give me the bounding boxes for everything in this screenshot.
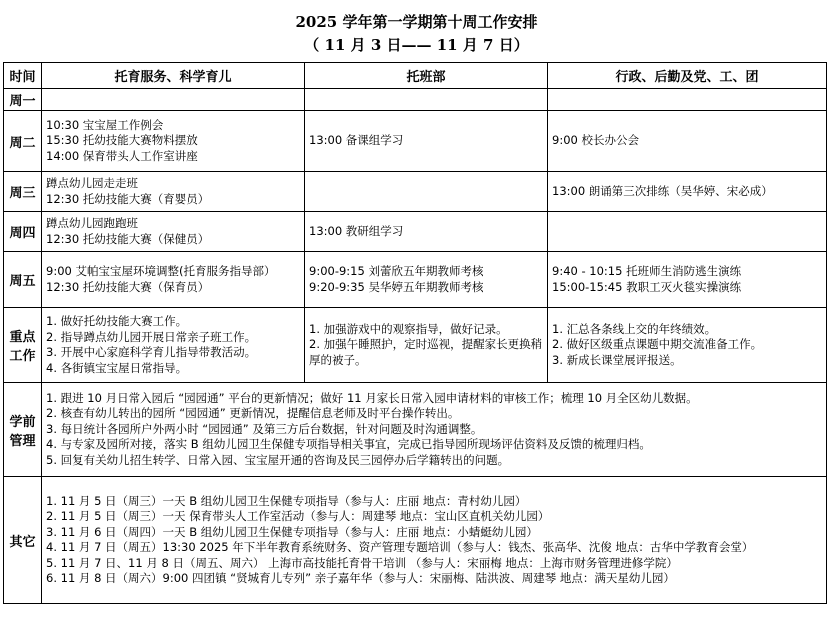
day-label-preschool: 学前管理 — [4, 383, 42, 477]
schedule-table — [3, 62, 827, 604]
schedule-entry: 9:00 校长办公会 — [552, 133, 639, 148]
tuesday-admin-cell — [548, 111, 827, 172]
schedule-entry: 15:00-15:45 教职工灭火毯实操演练 — [552, 279, 742, 294]
schedule-entry: 蹲点幼儿园跑跑班 — [46, 216, 138, 230]
date-range-subtitle: （ 11 月 3 日—— 11 月 7 日） — [304, 36, 529, 54]
thursday-nursery-cell — [305, 212, 548, 252]
schedule-entry: 12:30 托幼技能大赛（保健员） — [46, 231, 210, 246]
header-nursery: 托班部 — [305, 63, 548, 89]
key-work-admin-cell — [548, 308, 827, 383]
list-item: 6. 11 月 8 日（周六）9:00 四团镇 “贤城育儿专列” 亲子嘉年华（参与人：宋丽梅、陆洪波、周建琴 地点：满天星幼儿园） — [46, 571, 675, 585]
other-items-cell — [42, 477, 827, 604]
page-title: 2025 学年第一学期第十周工作安排 — [295, 13, 538, 31]
thursday-childcare-cell — [42, 212, 305, 252]
row-preschool-management — [4, 383, 827, 477]
schedule-entry: 15:30 托幼技能大赛物料摆放 — [46, 133, 198, 148]
schedule-entry: 9:20-9:35 吴华婷五年期教师考核 — [309, 279, 484, 294]
list-item: 1. 跟进 10 月日常入园后 “园园通” 平台的更新情况；做好 11 月家长日常入园申请材料的审核工作；梳理 10 月全区幼儿数据。 — [46, 390, 698, 405]
day-label-wednesday: 周三 — [4, 172, 42, 212]
list-item: 2. 核查有幼儿转出的园所 “园园通” 更新情况，提醒信息老师及时平台操作转出。 — [46, 406, 460, 421]
tuesday-nursery-cell — [305, 111, 548, 172]
day-label-friday: 周五 — [4, 252, 42, 308]
day-label-other: 其它 — [4, 477, 42, 604]
key-work-nursery-cell — [305, 308, 548, 383]
list-item: 3. 11 月 6 日（周四）一天 B 组幼儿园卫生保健专项指导（参与人：庄丽 地点：小蜻蜓幼儿园） — [46, 524, 538, 539]
schedule-entry: 12:30 托幼技能大赛（保育员） — [46, 279, 210, 294]
friday-nursery-cell — [305, 252, 548, 308]
monday-childcare-cell — [42, 89, 305, 111]
row-key-work — [4, 308, 827, 383]
schedule-entry: 14:00 保育带头人工作室讲座 — [46, 148, 198, 163]
header-childcare: 托育服务、科学育儿 — [42, 63, 305, 89]
wednesday-childcare-cell — [42, 172, 305, 212]
row-friday — [4, 252, 827, 308]
preschool-management-cell — [42, 383, 827, 477]
list-item: 1. 11 月 5 日（周三）一天 B 组幼儿园卫生保健专项指导（参与人：庄丽 地点：青村幼儿园） — [46, 493, 527, 508]
list-item: 2. 指导蹲点幼儿园开展日常亲子班工作。 — [46, 329, 257, 344]
list-item: 3. 新成长课堂展评报送。 — [552, 352, 682, 367]
key-work-childcare-cell — [42, 308, 305, 383]
row-tuesday — [4, 111, 827, 172]
list-item: 1. 汇总各条线上交的年终绩效。 — [552, 321, 717, 336]
schedule-entry: 13:00 备课组学习 — [309, 133, 404, 148]
monday-nursery-cell — [305, 89, 548, 111]
schedule-entry: 13:00 朗诵第三次排练（吴华婷、宋必成） — [552, 183, 773, 198]
header-time: 时间 — [4, 63, 42, 89]
row-wednesday — [4, 172, 827, 212]
header-admin: 行政、后勤及党、工、团 — [548, 63, 827, 89]
list-item: 4. 与专家及园所对接，落实 B 组幼儿园卫生保健专项指导相关事宜，完成已指导园所现场评估资料及反馈的梳理归档。 — [46, 437, 651, 452]
day-label-monday: 周一 — [4, 89, 42, 111]
wednesday-nursery-cell — [305, 172, 548, 212]
schedule-entry: 蹲点幼儿园走走班 — [46, 176, 138, 190]
schedule-entry: 12:30 托幼技能大赛（育婴员） — [46, 191, 210, 206]
row-monday — [4, 89, 827, 111]
list-item: 5. 11 月 7 日、11 月 8 日（周五、周六） 上海市高技能托育骨干培训 （参与人：宋丽梅 地点：上海市财务管理进修学院） — [46, 555, 678, 570]
friday-childcare-cell — [42, 252, 305, 308]
schedule-entry: 9:00 艾帕宝宝屋环境调整(托育服务指导部） — [46, 264, 276, 278]
header-row — [4, 63, 827, 89]
list-item: 4. 11 月 7 日（周五）13:30 2025 年下半年教育系统财务、资产管理专题培训（参与人：钱杰、张高华、沈俊 地点：古华中学教育会堂） — [46, 540, 754, 554]
tuesday-childcare-cell — [42, 111, 305, 172]
list-item: 1. 做好托幼技能大赛工作。 — [46, 314, 188, 328]
schedule-entry: 10:30 宝宝屋工作例会 — [46, 117, 164, 132]
row-other — [4, 477, 827, 604]
list-item: 2. 加强午睡照护，定时巡视，提醒家长更换稍厚的被子。 — [309, 337, 543, 367]
thursday-admin-cell — [548, 212, 827, 252]
list-item: 2. 做好区级重点课题中期交流准备工作。 — [552, 337, 763, 352]
list-item: 4. 各街镇宝宝屋日常指导。 — [46, 360, 188, 375]
wednesday-admin-cell — [548, 172, 827, 212]
schedule-entry: 9:40 - 10:15 托班师生消防逃生演练 — [552, 264, 742, 278]
day-label-tuesday: 周二 — [4, 111, 42, 172]
day-label-key-work: 重点工作 — [4, 308, 42, 383]
title-block — [0, 12, 833, 55]
monday-admin-cell — [548, 89, 827, 111]
schedule-entry: 9:00-9:15 刘蕾欣五年期教师考核 — [309, 264, 484, 278]
list-item: 1. 加强游戏中的观察指导，做好记录。 — [309, 321, 508, 336]
schedule-entry: 13:00 教研组学习 — [309, 223, 404, 238]
list-item: 3. 开展中心家庭科学育儿指导带教活动。 — [46, 345, 257, 359]
list-item: 2. 11 月 5 日（周三）一天 保育带头人工作室活动（参与人：周建琴 地点：宝山区直机关幼儿园） — [46, 509, 550, 523]
row-thursday — [4, 212, 827, 252]
day-label-thursday: 周四 — [4, 212, 42, 252]
friday-admin-cell — [548, 252, 827, 308]
list-item: 5. 回复有关幼儿招生转学、日常入园、宝宝屋开通的咨询及民三园停办后学籍转出的问题。 — [46, 452, 510, 467]
list-item: 3. 每日统计各园所户外两小时 “园园通” 及第三方后台数据，针对问题及时沟通调整。 — [46, 421, 483, 436]
